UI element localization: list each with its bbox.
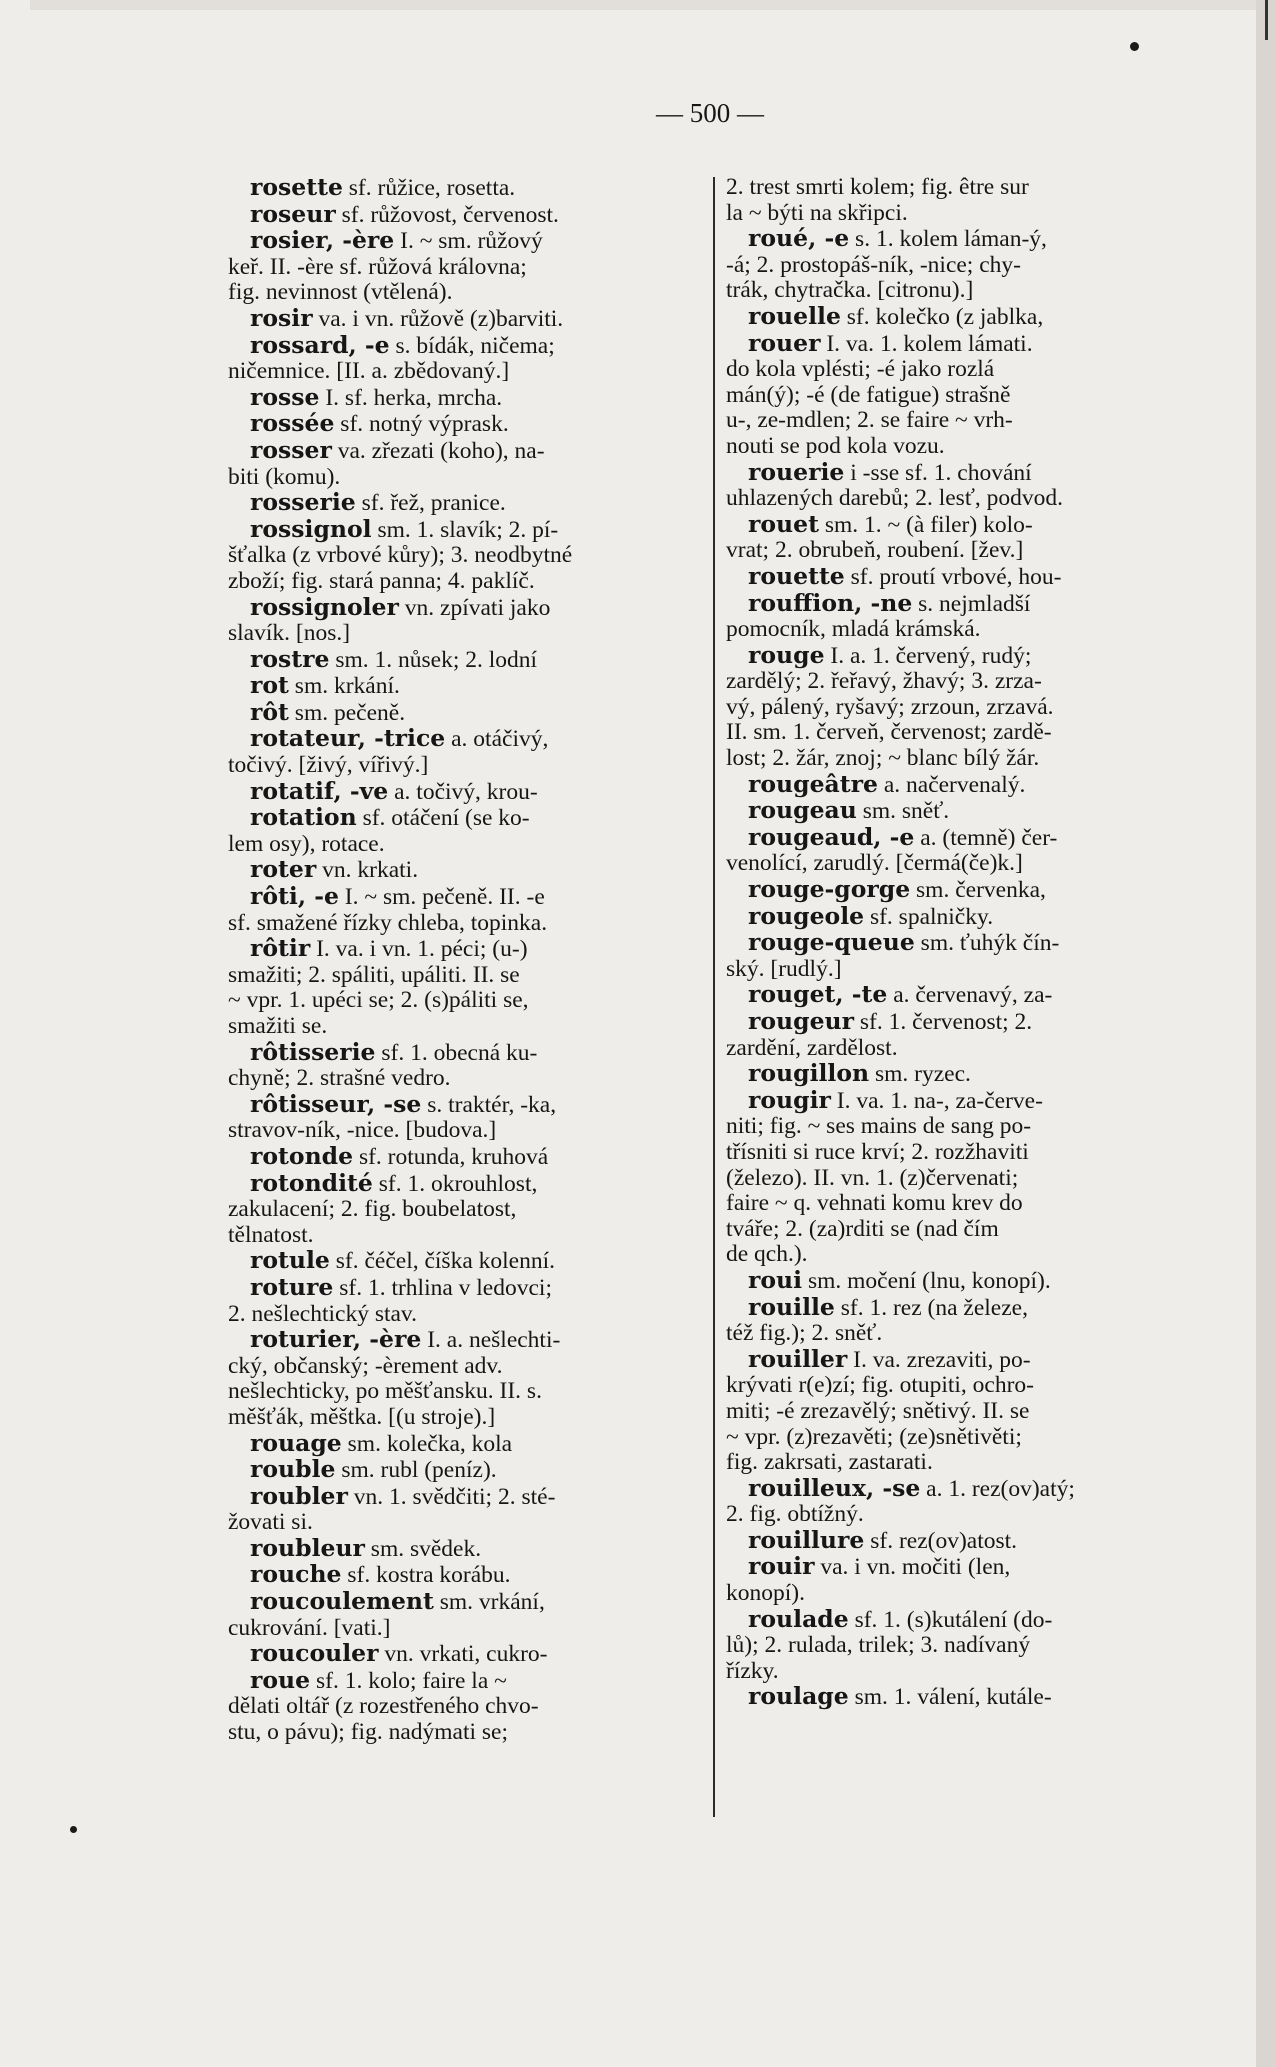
- dictionary-line: zardělý; 2. řeřavý, žhavý; 3. zrza-: [726, 669, 1042, 695]
- dictionary-line: stu, o pávu); fig. nadýmati se;: [228, 1720, 508, 1746]
- headword: rosier, -ère: [250, 228, 395, 255]
- dictionary-line: rot sm. krkání.: [250, 673, 400, 700]
- headword: roui: [748, 1267, 803, 1294]
- dictionary-line: 2. fig. obtížný.: [726, 1502, 864, 1528]
- dictionary-line: nouti se pod kola vozu.: [726, 433, 945, 459]
- right-column: [726, 175, 1201, 1835]
- headword: rôtir: [250, 936, 311, 963]
- speck-mark: [70, 1826, 77, 1833]
- dictionary-line: roucoulement sm. vrkání,: [250, 1589, 545, 1616]
- dictionary-line: rouche sf. kostra korábu.: [250, 1562, 511, 1589]
- headword: rotonde: [250, 1143, 354, 1170]
- dictionary-line: rossignoler vn. zpívati jako: [250, 594, 551, 621]
- dictionary-line: šťalka (z vrbové kůry); 3. neodbytné: [228, 543, 573, 569]
- dictionary-line: rosser va. zřezati (koho), na-: [250, 437, 545, 464]
- dictionary-line: niti; fig. ~ ses mains de sang po-: [726, 1114, 1032, 1140]
- dictionary-line: rotule sf. čéčel, číška kolenní.: [250, 1248, 555, 1275]
- headword: rosserie: [250, 490, 356, 517]
- dictionary-line: zakulacení; 2. fig. boubelatost,: [228, 1197, 517, 1223]
- dictionary-line: roter vn. krkati.: [250, 857, 419, 884]
- dictionary-line: rouilleux, -se a. 1. rez(ov)atý;: [748, 1475, 1075, 1502]
- dictionary-line: de qch.).: [726, 1242, 808, 1268]
- headword: rossard, -e: [250, 332, 390, 359]
- dictionary-line: třísniti si ruce krví; 2. rozžhaviti: [726, 1139, 1029, 1165]
- dictionary-line: ničemnice. [II. a. zbědovaný.]: [228, 359, 510, 385]
- dictionary-line: měšťák, měštka. [(u stroje).]: [228, 1404, 496, 1430]
- dictionary-line: roulade sf. 1. (s)kutálení (do-: [748, 1606, 1053, 1633]
- headword: roter: [250, 857, 317, 884]
- dictionary-line: uhlazených darebů; 2. lesť, podvod.: [726, 486, 1063, 512]
- headword: rouage: [250, 1430, 342, 1457]
- speck-mark: [1130, 42, 1139, 51]
- dictionary-line: rostre sm. 1. nůsek; 2. lodní: [250, 646, 538, 673]
- dictionary-line: žovati si.: [228, 1510, 313, 1536]
- dictionary-line: rôti, -e I. ~ sm. pečeně. II. -e: [250, 884, 545, 911]
- headword: rouelle: [748, 303, 841, 330]
- headword: roubler: [250, 1483, 348, 1510]
- dictionary-line: roubler vn. 1. svědčiti; 2. sté-: [250, 1483, 556, 1510]
- dictionary-line: roture sf. 1. trhlina v ledovci;: [250, 1274, 552, 1301]
- dictionary-line: rôt sm. pečeně.: [250, 699, 406, 726]
- headword: rotatif, -ve: [250, 778, 389, 805]
- headword: rotondité: [250, 1170, 373, 1197]
- dictionary-line: rougir I. va. 1. na-, za-červe-: [748, 1087, 1043, 1114]
- dictionary-line: rouage sm. kolečka, kola: [250, 1430, 513, 1457]
- headword: rouiller: [748, 1346, 848, 1373]
- headword: rouille: [748, 1294, 835, 1321]
- headword: rot: [250, 673, 289, 700]
- headword: rouilleux, -se: [748, 1475, 921, 1502]
- dictionary-line: roue sf. 1. kolo; faire la ~: [250, 1667, 507, 1694]
- dictionary-line: rougeole sf. spalničky.: [748, 903, 994, 930]
- dictionary-line: rouelle sf. kolečko (z jablka,: [748, 303, 1044, 330]
- headword: roseur: [250, 201, 336, 228]
- dictionary-line: roui sm. močení (lnu, konopí).: [748, 1267, 1051, 1294]
- left-column: [228, 175, 703, 1835]
- headword: rougeaud, -e: [748, 824, 915, 851]
- dictionary-line: rouette sf. proutí vrbové, hou-: [748, 563, 1062, 590]
- headword: rossignol: [250, 516, 372, 543]
- dictionary-line: II. sm. 1. červeň, červenost; zardě-: [726, 720, 1052, 746]
- headword: rouir: [748, 1554, 815, 1581]
- headword: rosir: [250, 305, 313, 332]
- headword: rôtisseur, -se: [250, 1091, 422, 1118]
- dictionary-line: -á; 2. prostopáš-ník, -nice; chy-: [726, 252, 1021, 278]
- headword: rotule: [250, 1248, 330, 1275]
- dictionary-line: rouir va. i vn. močiti (len,: [748, 1554, 1011, 1581]
- headword: rosette: [250, 175, 343, 201]
- dictionary-line: zboží; fig. stará panna; 4. paklíč.: [228, 568, 535, 594]
- headword: rouge-queue: [748, 930, 915, 957]
- dictionary-line: rouffion, -ne s. nejmladší: [748, 590, 1031, 617]
- dictionary-line: 2. trest smrti kolem; fig. être sur: [726, 175, 1029, 200]
- headword: rotateur, -trice: [250, 726, 446, 753]
- dictionary-line: roturier, -ère I. a. nešlechti-: [250, 1327, 561, 1354]
- dictionary-line: rossée sf. notný výprask.: [250, 411, 509, 438]
- headword: rôt: [250, 699, 289, 726]
- headword: rouillure: [748, 1527, 865, 1554]
- dictionary-line: rosserie sf. řež, pranice.: [250, 490, 506, 517]
- dictionary-line: rouille sf. 1. rez (na železe,: [748, 1294, 1028, 1321]
- dictionary-line: rotation sf. otáčení (se ko-: [250, 805, 530, 832]
- headword: rougeur: [748, 1009, 854, 1035]
- dictionary-line: rossignol sm. 1. slavík; 2. pí-: [250, 516, 559, 543]
- dictionary-line: 2. nešlechtický stav.: [228, 1301, 418, 1327]
- dictionary-line: lem osy), rotace.: [228, 831, 385, 857]
- dictionary-line: faire ~ q. vehnati komu krev do: [726, 1191, 1023, 1217]
- dictionary-line: rouge I. a. 1. červený, rudý;: [748, 642, 1032, 669]
- dictionary-line: rotondité sf. 1. okrouhlost,: [250, 1170, 538, 1197]
- dictionary-line: rouge-queue sm. ťuhýk čín-: [748, 930, 1060, 957]
- dictionary-line: rouerie i -sse sf. 1. chování: [748, 459, 1032, 486]
- dictionary-line: vý, pálený, ryšavý; zrzoun, zrzavá.: [726, 694, 1054, 720]
- dictionary-line: rossard, -e s. bídák, ničema;: [250, 332, 555, 359]
- dictionary-line: rotonde sf. rotunda, kruhová: [250, 1143, 549, 1170]
- column-divider: [713, 177, 715, 1817]
- dictionary-line: fig. nevinnost (vtělená).: [228, 280, 453, 306]
- dictionary-line: roué, -e s. 1. kolem láman-ý,: [748, 226, 1047, 253]
- binding-mark: [1265, 0, 1268, 40]
- dictionary-line: do kola vplésti; -é jako rozlá: [726, 357, 995, 383]
- dictionary-line: točivý. [živý, vířivý.]: [228, 753, 429, 779]
- dictionary-line: smažiti se.: [228, 1014, 328, 1039]
- dictionary-line: stravov-ník, -nice. [budova.]: [228, 1118, 497, 1144]
- dictionary-line: sf. smažené řízky chleba, topinka.: [228, 910, 548, 936]
- dictionary-line: rougillon sm. ryzec.: [748, 1061, 971, 1088]
- headword: rossée: [250, 411, 335, 438]
- page-top-edge: [30, 0, 1276, 10]
- headword: roucouler: [250, 1641, 379, 1668]
- dictionary-line: rosier, -ère I. ~ sm. růžový: [250, 228, 543, 255]
- page-right-edge: [1256, 0, 1276, 2067]
- dictionary-line: ~ vpr. 1. upéci se; 2. (s)páliti se,: [228, 988, 529, 1014]
- headword: roulage: [748, 1684, 849, 1711]
- dictionary-line: vrat; 2. obrubeň, roubení. [žev.]: [726, 538, 1024, 564]
- dictionary-line: tělnatost.: [228, 1222, 314, 1248]
- headword: rouer: [748, 330, 821, 357]
- dictionary-line: cký, občanský; -èrement adv.: [228, 1353, 503, 1379]
- headword: roue: [250, 1667, 311, 1694]
- headword: rouget, -te: [748, 982, 888, 1009]
- headword: rosse: [250, 384, 320, 411]
- dictionary-line: rosette sf. růžice, rosetta.: [250, 175, 516, 201]
- dictionary-line: lů); 2. rulada, trilek; 3. nadívaný: [726, 1633, 1031, 1659]
- dictionary-line: keř. II. -ère sf. růžová královna;: [228, 254, 527, 280]
- dictionary-line: rougeau sm. sněť.: [748, 798, 950, 825]
- dictionary-line: dělati oltář (z rozestřeného chvo-: [228, 1694, 539, 1720]
- dictionary-line: rouget, -te a. červenavý, za-: [748, 982, 1053, 1009]
- dictionary-line: trák, chytračka. [citronu).]: [726, 278, 974, 304]
- dictionary-line: rosse I. sf. herka, mrcha.: [250, 384, 503, 411]
- dictionary-line: cukrování. [vati.]: [228, 1615, 391, 1641]
- dictionary-line: roseur sf. růžovost, červenost.: [250, 201, 559, 228]
- dictionary-line: slavík. [nos.]: [228, 621, 351, 647]
- dictionary-line: rouet sm. 1. ~ (à filer) kolo-: [748, 511, 1033, 538]
- headword: rostre: [250, 646, 330, 673]
- headword: roulade: [748, 1606, 849, 1633]
- headword: rougir: [748, 1087, 831, 1114]
- dictionary-line: biti (komu).: [228, 464, 341, 490]
- headword: rossignoler: [250, 594, 399, 621]
- headword: rouche: [250, 1562, 342, 1589]
- headword: rougeole: [748, 903, 865, 930]
- dictionary-line: u-, ze-mdlen; 2. se faire ~ vrh-: [726, 408, 1013, 434]
- dictionary-line: lost; 2. žár, znoj; ~ blanc bílý žár.: [726, 746, 1040, 772]
- headword: roué, -e: [748, 226, 850, 253]
- dictionary-line: chyně; 2. strašné vedro.: [228, 1066, 451, 1092]
- dictionary-line: venolící, zarudlý. [čermá(če)k.]: [726, 851, 1023, 877]
- dictionary-line: mán(ý); -é (de fatigue) strašně: [726, 382, 1011, 408]
- headword: rouge: [748, 642, 825, 669]
- page-number: — 500 —: [656, 98, 764, 128]
- headword: roturier, -ère: [250, 1327, 422, 1354]
- headword: rouge-gorge: [748, 877, 911, 904]
- headword: roubleur: [250, 1535, 365, 1562]
- dictionary-line: též fig.); 2. sněť.: [726, 1321, 883, 1347]
- dictionary-line: rouer I. va. 1. kolem lámati.: [748, 330, 1033, 357]
- headword: rôtisserie: [250, 1039, 376, 1066]
- dictionary-line: rotatif, -ve a. točivý, krou-: [250, 778, 538, 805]
- headword: rougeau: [748, 798, 857, 825]
- headword: rougeâtre: [748, 771, 878, 798]
- headword: rouerie: [748, 459, 845, 486]
- dictionary-line: la ~ býti na skřipci.: [726, 200, 908, 226]
- dictionary-line: řízky.: [726, 1658, 779, 1684]
- headword: rouble: [250, 1457, 336, 1484]
- dictionary-line: konopí).: [726, 1581, 805, 1607]
- headword: rotation: [250, 805, 357, 832]
- dictionary-line: zardění, zardělost.: [726, 1035, 898, 1061]
- dictionary-line: rougeur sf. 1. červenost; 2.: [748, 1009, 1033, 1035]
- dictionary-line: roulage sm. 1. válení, kutále-: [748, 1684, 1052, 1711]
- dictionary-line: rougeaud, -e a. (temně) čer-: [748, 824, 1058, 851]
- dictionary-line: nešlechticky, po měšťansku. II. s.: [228, 1379, 542, 1405]
- dictionary-line: rouble sm. rubl (peníz).: [250, 1457, 497, 1484]
- dictionary-line: (železo). II. vn. 1. (z)červenati;: [726, 1165, 1019, 1191]
- dictionary-line: fig. zakrsati, zastarati.: [726, 1450, 933, 1476]
- dictionary-line: rougeâtre a. načervenalý.: [748, 771, 1026, 798]
- headword: rouet: [748, 511, 819, 538]
- dictionary-line: rotateur, -trice a. otáčivý,: [250, 726, 549, 753]
- headword: rouffion, -ne: [748, 590, 913, 617]
- dictionary-line: miti; -é zrezavělý; snětivý. II. se: [726, 1398, 1030, 1424]
- headword: roture: [250, 1274, 334, 1301]
- dictionary-line: rôtisserie sf. 1. obecná ku-: [250, 1039, 538, 1066]
- dictionary-line: rôtir I. va. i vn. 1. péci; (u-): [250, 936, 528, 963]
- headword: rougillon: [748, 1061, 870, 1088]
- headword: rôti, -e: [250, 884, 339, 911]
- dictionary-line: rosir va. i vn. růžově (z)barviti.: [250, 305, 564, 332]
- headword: rouette: [748, 563, 845, 590]
- dictionary-line: roucouler vn. vrkati, cukro-: [250, 1641, 548, 1668]
- dictionary-line: ský. [rudlý.]: [726, 956, 842, 982]
- dictionary-line: smažiti; 2. spáliti, upáliti. II. se: [228, 962, 520, 988]
- dictionary-line: rouiller I. va. zrezaviti, po-: [748, 1346, 1031, 1373]
- dictionary-line: roubleur sm. svědek.: [250, 1535, 482, 1562]
- dictionary-line: rouge-gorge sm. červenka,: [748, 877, 1046, 904]
- dictionary-line: krývati r(e)zí; fig. otupiti, ochro-: [726, 1373, 1035, 1399]
- dictionary-line: tváře; 2. (za)rditi se (nad čím: [726, 1216, 999, 1242]
- dictionary-line: rôtisseur, -se s. traktér, -ka,: [250, 1091, 557, 1118]
- dictionary-line: rouillure sf. rez(ov)atost.: [748, 1527, 1018, 1554]
- dictionary-line: pomocník, mladá krámská.: [726, 617, 981, 643]
- headword: rosser: [250, 437, 332, 464]
- headword: roucoulement: [250, 1589, 434, 1616]
- dictionary-line: ~ vpr. (z)rezavěti; (ze)snětivěti;: [726, 1424, 1022, 1450]
